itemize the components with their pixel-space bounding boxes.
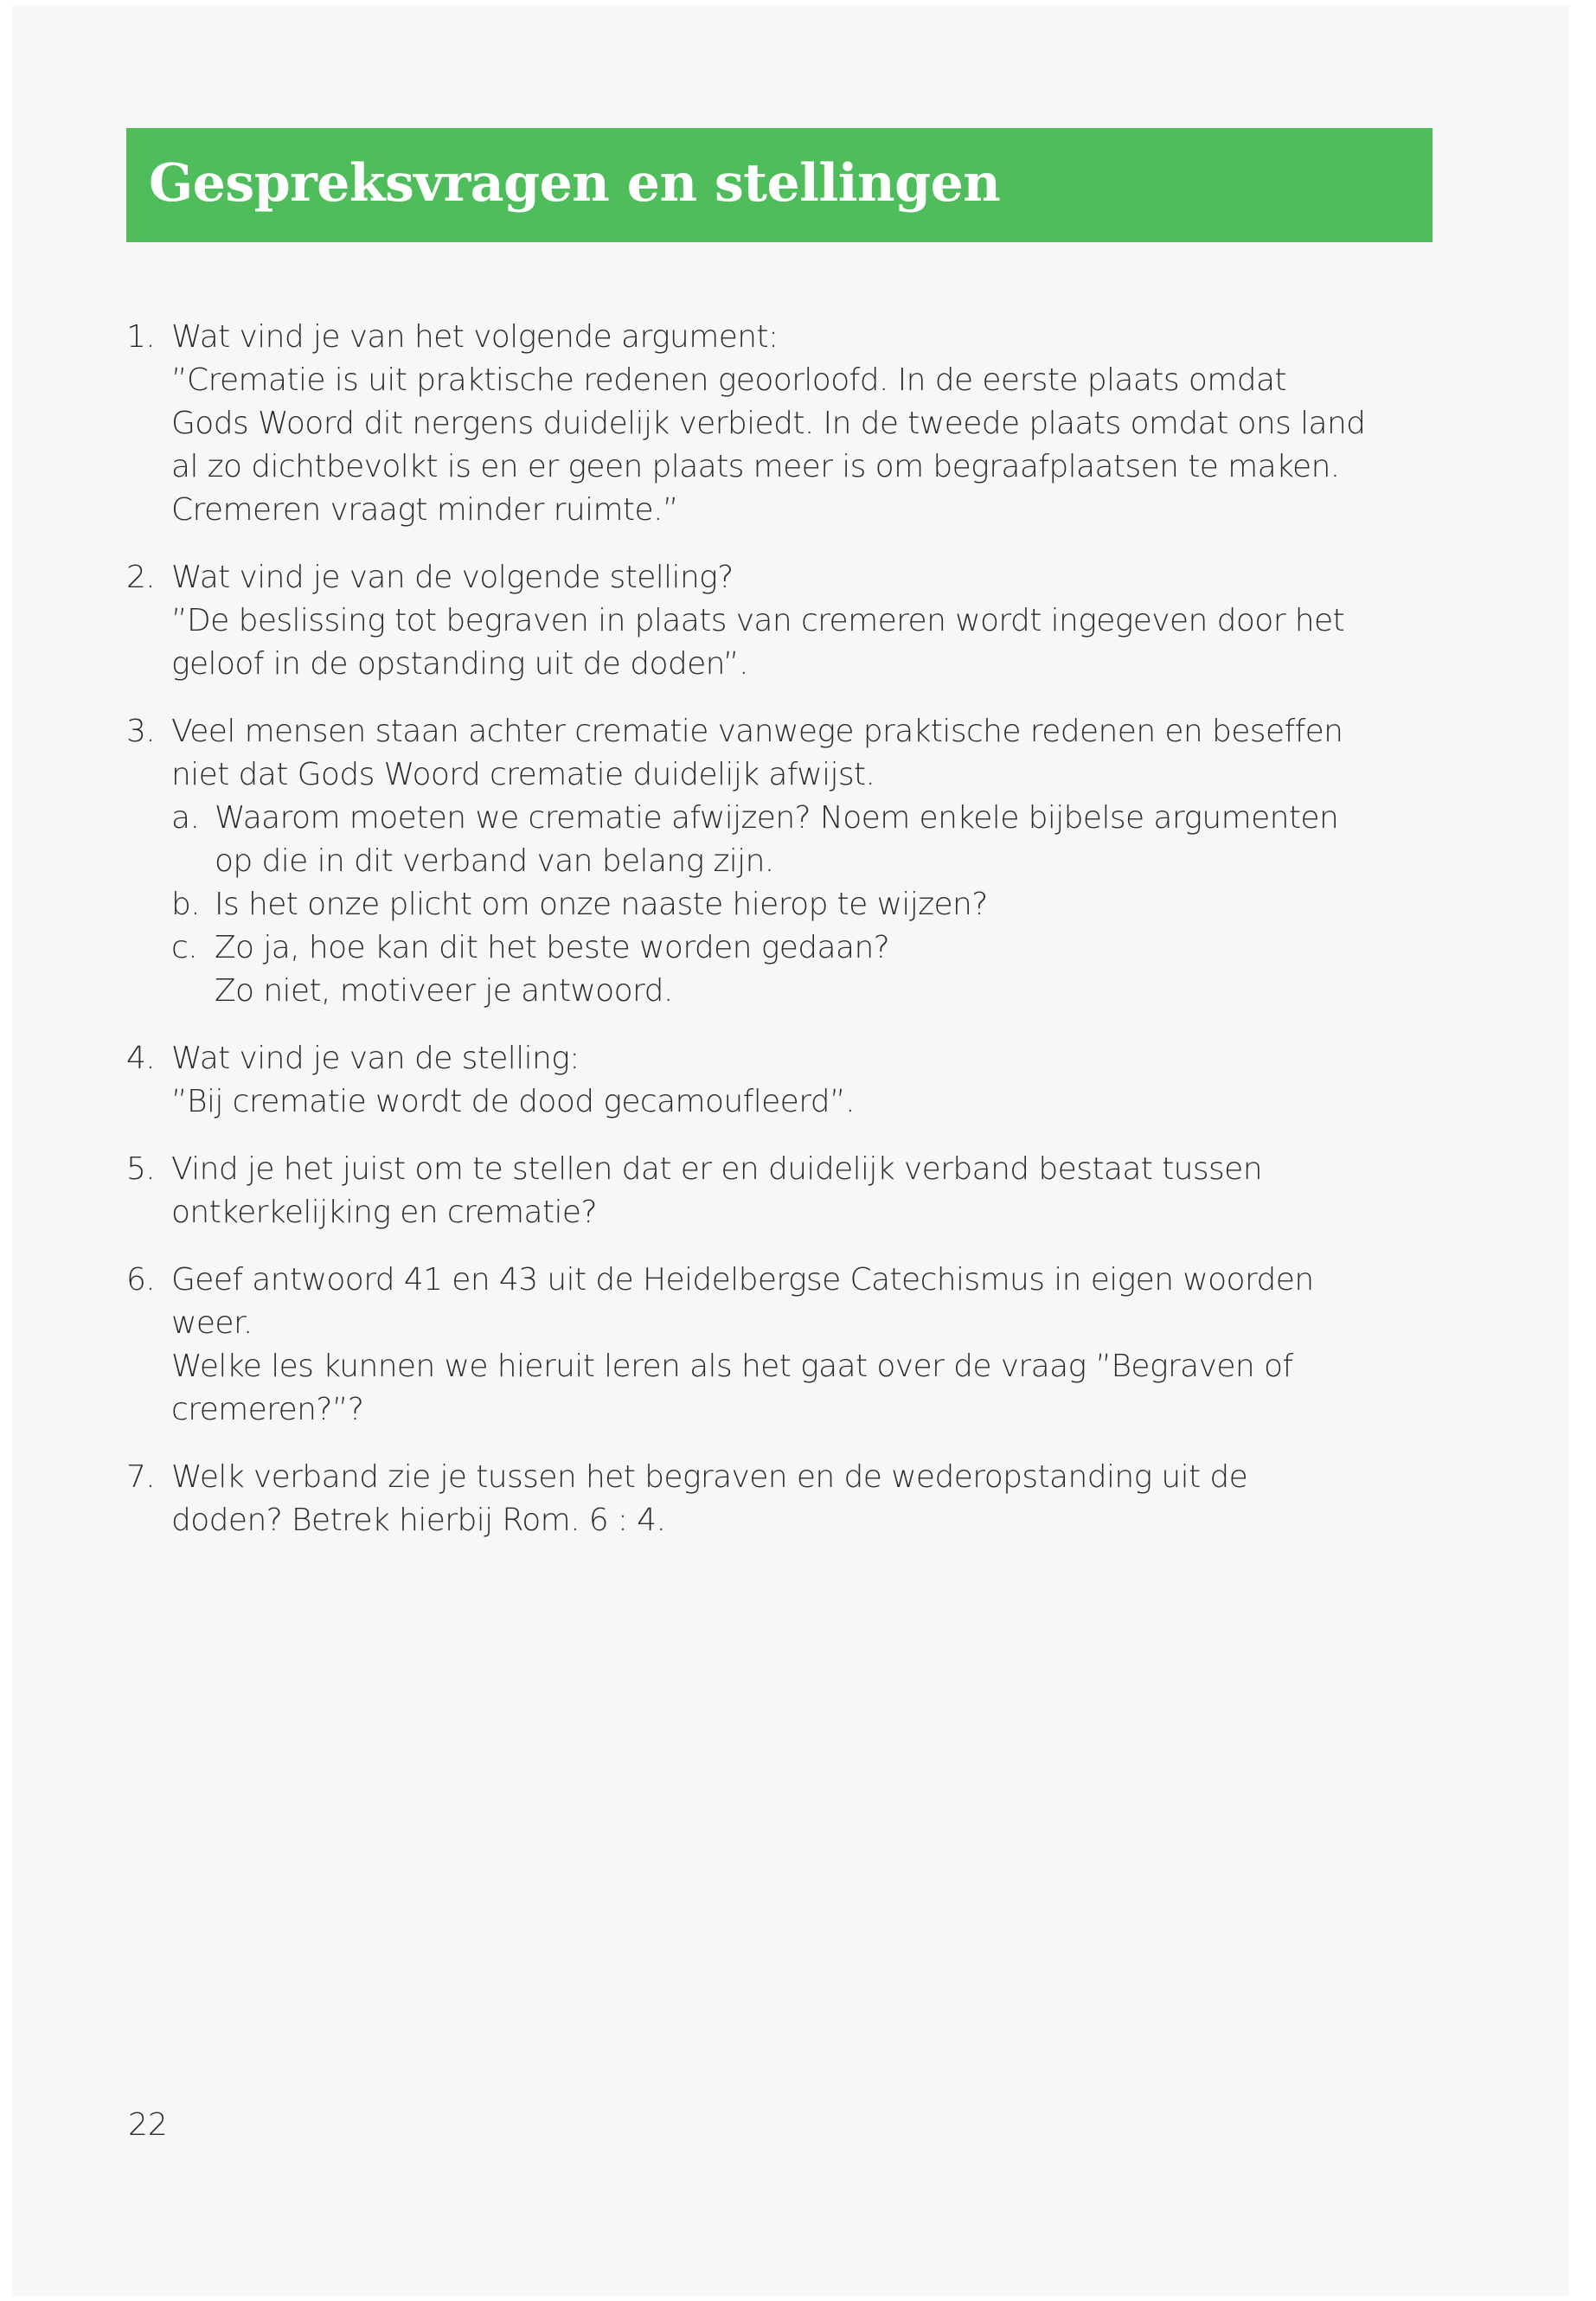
sub-question-letter: a. (171, 800, 200, 836)
sub-question-text-line: Zo ja, hoe kan dit het beste worden gedaan? (215, 930, 890, 965)
question-text-line: Wat vind je van het volgende argument: (171, 319, 779, 355)
question-number: 3. (126, 714, 156, 749)
question-text-line: Cremeren vraagt minder ruimte.” (171, 492, 678, 528)
question-number: 6. (126, 1262, 156, 1298)
question-item (126, 1259, 1476, 1432)
question-number: 7. (126, 1459, 156, 1495)
question-text-line: Gods Woord dit nergens duidelijk verbiedt. In de tweede plaats omdat ons land (171, 406, 1366, 441)
question-text-line: ”De beslissing tot begraven in plaats van cremeren wordt ingegeven door het (171, 603, 1345, 638)
question-text-line: ”Bij crematie wordt de dood gecamoufleerd”. (171, 1084, 855, 1119)
sub-question-text-line: Waarom moeten we crematie afwijzen? Noem enkele bijbelse argumenten (215, 800, 1339, 836)
question-text-line: ontkerkelijking en crematie? (171, 1195, 597, 1230)
question-text-line: Wat vind je van de stelling: (171, 1041, 580, 1076)
sub-question (171, 797, 1476, 883)
sub-question-text-line: op die in dit verband van belang zijn. (215, 843, 774, 879)
sub-question (171, 883, 1476, 926)
question-text-line: Welke les kunnen we hieruit leren als het gaat over de vraag ”Begraven of (171, 1349, 1293, 1384)
question-text-line: al zo dichtbevolkt is en er geen plaats meer is om begraafplaatsen te maken. (171, 449, 1340, 484)
question-number: 4. (126, 1041, 156, 1076)
page-number: 22 (128, 2107, 168, 2143)
sub-question-text-line: Is het onze plicht om onze naaste hierop te wijzen? (215, 887, 988, 922)
question-item (126, 1148, 1476, 1234)
question-text-line: geloof in de opstanding uit de doden”. (171, 646, 748, 682)
question-number: 2. (126, 560, 156, 595)
question-item (126, 556, 1476, 686)
question-item (126, 1456, 1476, 1542)
question-text-line: Welk verband zie je tussen het begraven en de wederopstanding uit de (171, 1459, 1248, 1495)
title-banner (126, 128, 1433, 242)
question-text-line: cremeren?”? (171, 1392, 364, 1427)
question-text-line: ”Crematie is uit praktische redenen geoorloofd. In de eerste plaats omdat (171, 362, 1286, 398)
sub-question (171, 926, 1476, 1013)
sub-question-letter: b. (171, 887, 201, 922)
question-number: 1. (126, 319, 156, 355)
question-item (126, 1037, 1476, 1124)
question-item (126, 710, 1476, 1013)
question-text-line: doden? Betrek hierbij Rom. 6 : 4. (171, 1503, 666, 1538)
question-item (126, 316, 1476, 532)
question-text-line: weer. (171, 1305, 253, 1341)
question-number: 5. (126, 1151, 156, 1187)
question-text-line: Geef antwoord 41 en 43 uit de Heidelbergse Catechismus in eigen woorden (171, 1262, 1314, 1298)
question-text-line: Vind je het juist om te stellen dat er en duidelijk verband bestaat tussen (171, 1151, 1262, 1187)
sub-question-text-line: Zo niet, motiveer je antwoord. (215, 973, 673, 1009)
question-text-line: Veel mensen staan achter crematie vanwege praktische redenen en beseffen (171, 714, 1343, 749)
question-text-line: niet dat Gods Woord crematie duidelijk afwijst. (171, 757, 875, 792)
sub-question-letter: c. (171, 930, 198, 965)
page-title: Gespreksvragen en stellingen (149, 153, 1001, 214)
page-edge (1569, 0, 1596, 2301)
question-list (126, 316, 1476, 1567)
question-text-line: Wat vind je van de volgende stelling? (171, 560, 734, 595)
